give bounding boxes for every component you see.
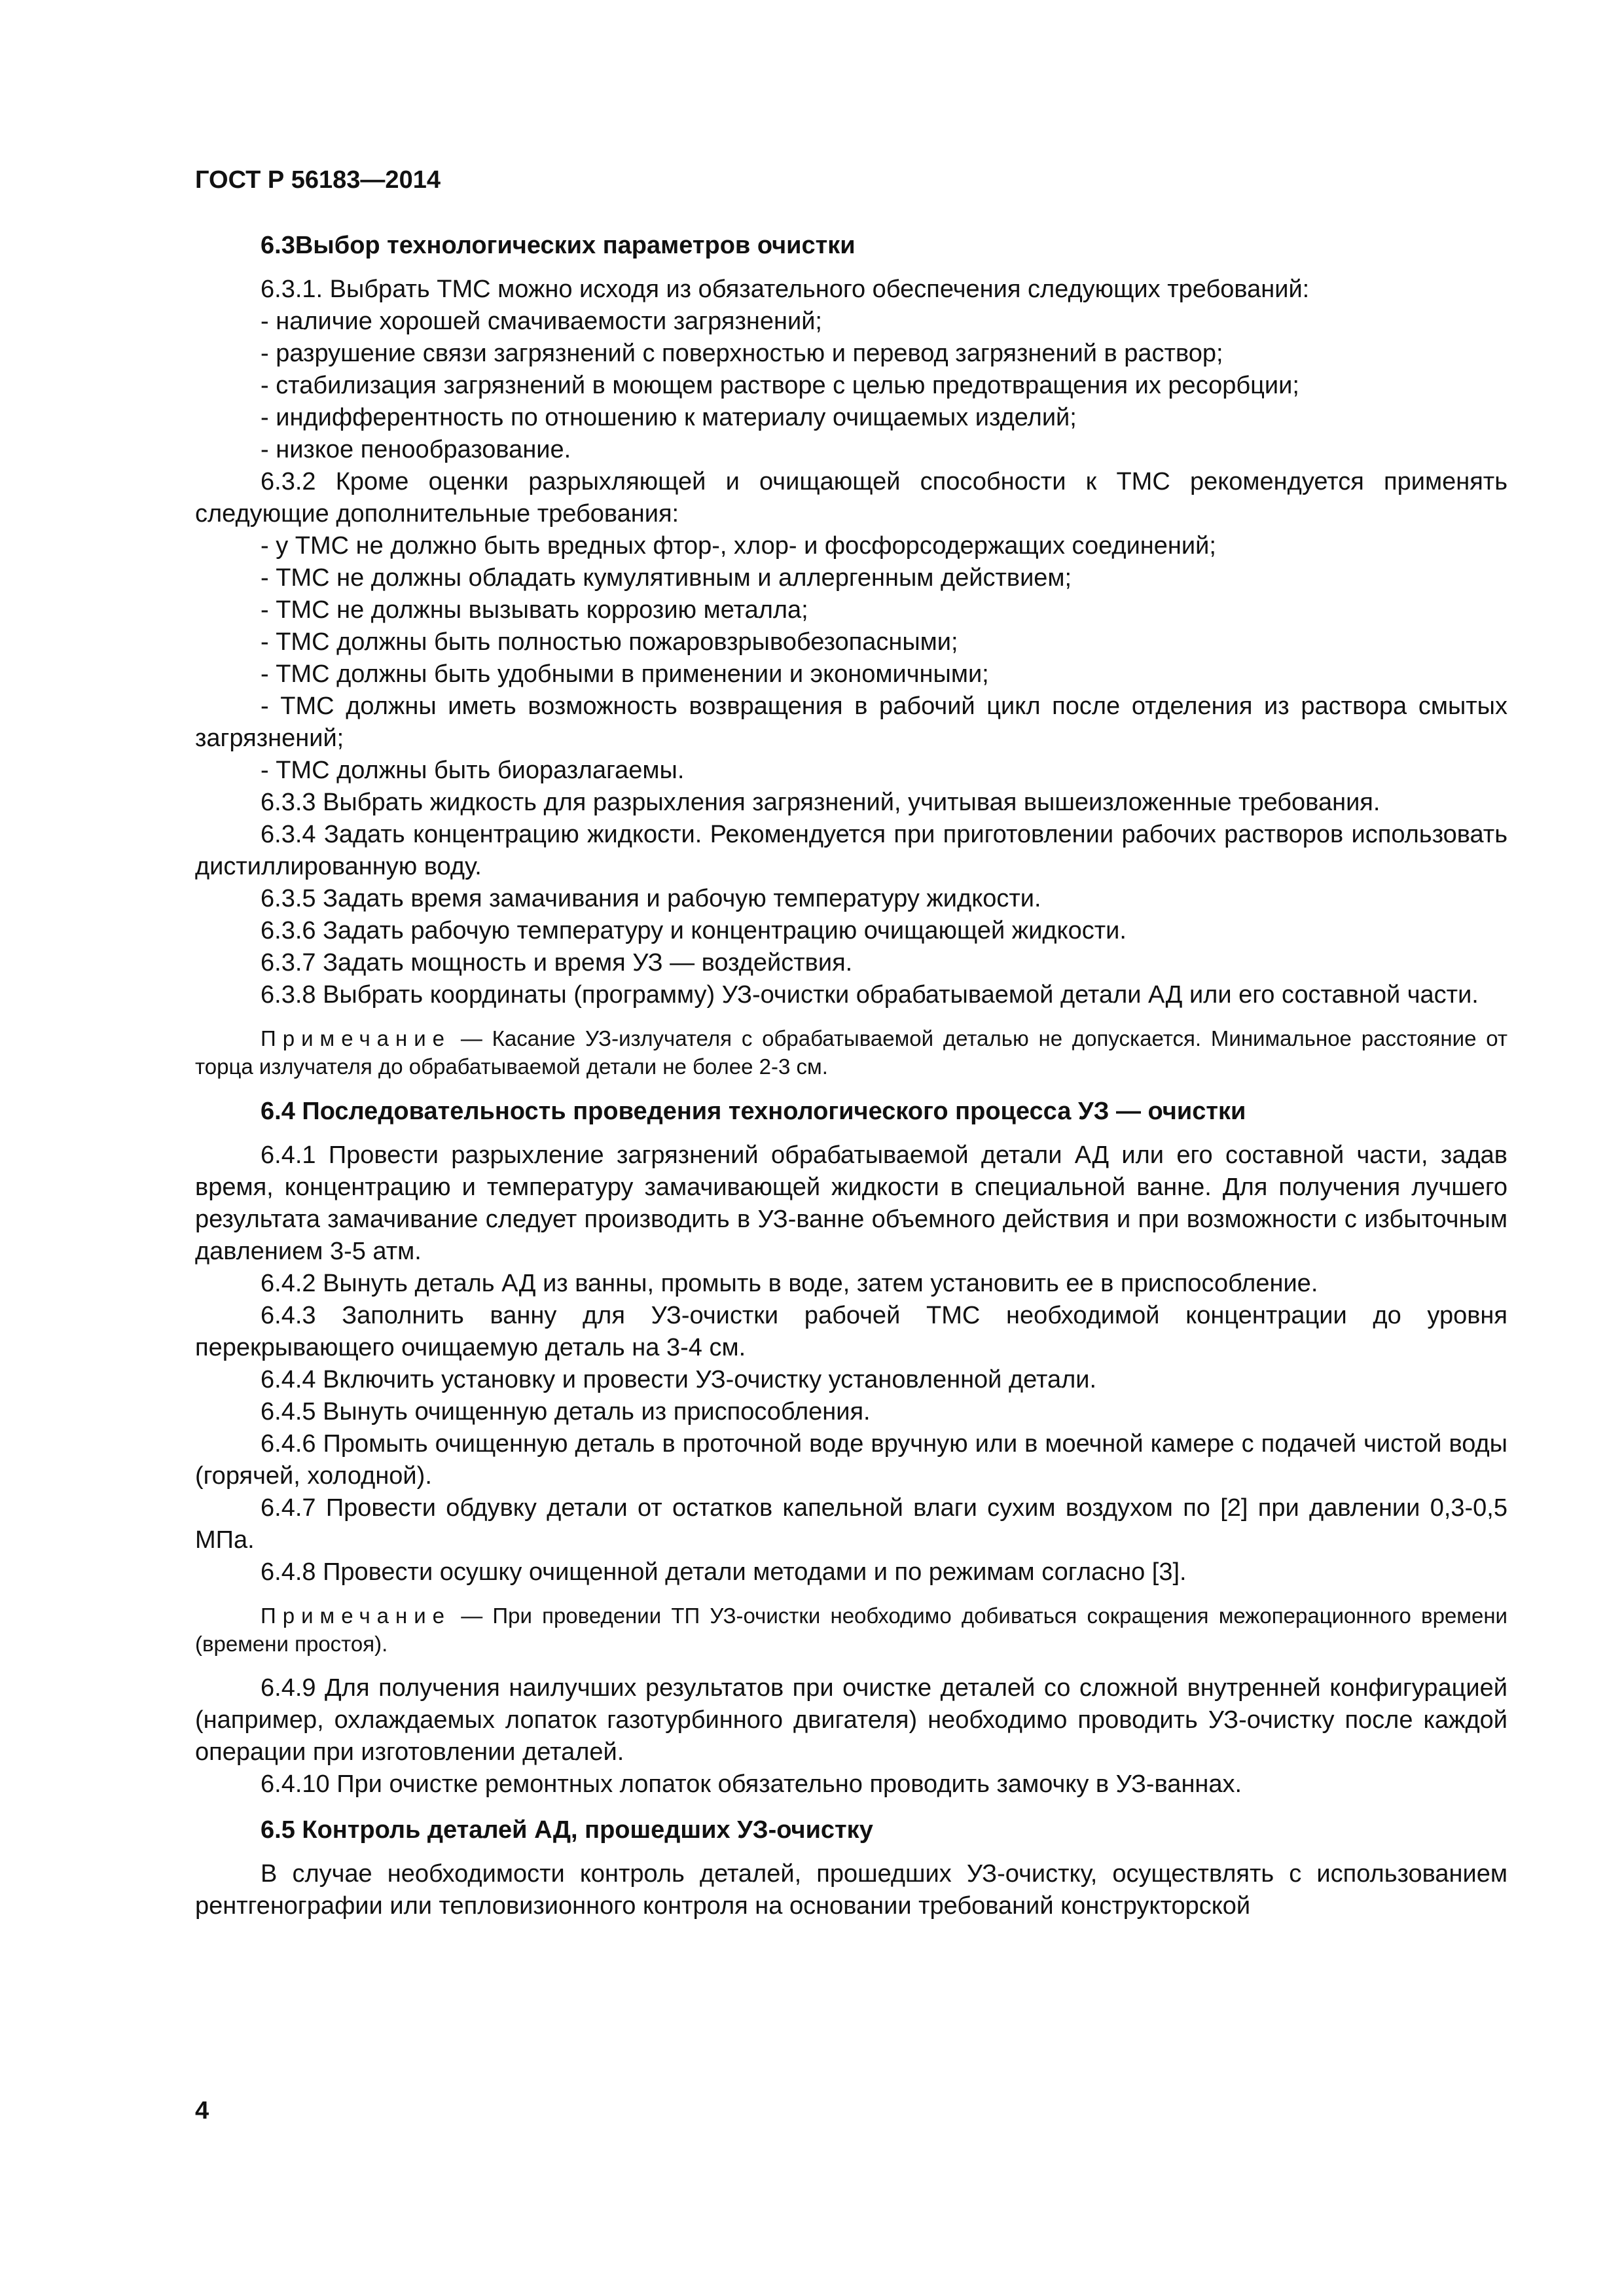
list-item: - ТМС должны быть биоразлагаемы. xyxy=(261,757,685,784)
note-label: Примечание xyxy=(261,1026,452,1050)
note-text: — Касание УЗ-излучателя с обрабатываемой деталью не допускается. Минимальное расстояние от торца излучателя до обрабатываемой детали не более 2-3 см. xyxy=(195,1026,1507,1079)
list-item: - у ТМС не должно быть вредных фтор-, хлор- и фосфорсодержащих соединений; xyxy=(261,532,1216,560)
paragraph-6-3-2: 6.3.2 Кроме оценки разрыхляющей и очищающей способности к ТМС рекомендуется применять следующие дополнительные требования: xyxy=(195,468,1507,528)
paragraph-6-4-5: 6.4.5 Вынуть очищенную деталь из приспособления. xyxy=(261,1398,871,1426)
list-item: - ТМС должны иметь возможность возвращения в рабочий цикл после отделения из раствора смытых загрязнений; xyxy=(195,692,1507,752)
list-item: - ТМС не должны обладать кумулятивным и аллергенным действием; xyxy=(261,564,1072,592)
section-6-5-title: 6.5 Контроль деталей АД, прошедших УЗ-очистку xyxy=(261,1816,873,1844)
paragraph-6-4-7: 6.4.7 Провести обдувку детали от остатков капельной влаги сухим воздухом по [2] при давлении 0,3-0,5 МПа. xyxy=(195,1494,1507,1554)
paragraph-6-4-10: 6.4.10 При очистке ремонтных лопаток обязательно проводить замочку в УЗ-ваннах. xyxy=(261,1770,1242,1798)
list-item: - ТМС должны быть удобными в применении и экономичными; xyxy=(261,660,989,688)
paragraph-6-3-7: 6.3.7 Задать мощность и время УЗ — воздействия. xyxy=(261,949,853,977)
paragraph-6-4-2: 6.4.2 Вынуть деталь АД из ванны, промыть в воде, затем установить ее в приспособление. xyxy=(261,1270,1318,1297)
list-item: - наличие хорошей смачиваемости загрязнений; xyxy=(261,308,822,335)
list-item: - разрушение связи загрязнений с поверхностью и перевод загрязнений в раствор; xyxy=(261,340,1223,367)
additional-requirements-list xyxy=(195,530,1507,787)
paragraph-6-4-3: 6.4.3 Заполнить ванну для УЗ-очистки рабочей ТМС необходимой концентрации до уровня перекрывающего очищаемую деталь на 3-4 см. xyxy=(195,1302,1507,1361)
paragraph-6-4-4: 6.4.4 Включить установку и провести УЗ-очистку установленной детали. xyxy=(261,1366,1097,1393)
requirements-list xyxy=(195,306,1507,466)
paragraph-6-3-8: 6.3.8 Выбрать координаты (программу) УЗ-очистки обрабатываемой детали АД или его составной части. xyxy=(261,981,1479,1009)
list-item: - индифферентность по отношению к материалу очищаемых изделий; xyxy=(261,404,1077,431)
list-item: - стабилизация загрязнений в моющем растворе с целью предотвращения их ресорбции; xyxy=(261,372,1299,399)
section-6-3-title: 6.3Выбор технологических параметров очистки xyxy=(261,232,856,259)
list-item: - ТМС должны быть полностью пожаровзрывобезопасными; xyxy=(261,628,958,656)
paragraph-6-4-8: 6.4.8 Провести осушку очищенной детали методами и по режимам согласно [3]. xyxy=(261,1558,1187,1586)
page-number: 4 xyxy=(195,2097,209,2125)
document-page xyxy=(195,164,1507,1922)
list-item: - низкое пенообразование. xyxy=(261,436,571,463)
note-label: Примечание xyxy=(261,1604,452,1628)
paragraph-6-3-4: 6.3.4 Задать концентрацию жидкости. Рекомендуется при приготовлении рабочих растворов использовать дистиллированную воду. xyxy=(195,821,1507,880)
paragraph-6-4-9: 6.4.9 Для получения наилучших результатов при очистке деталей со сложной внутренней конфигурацией (например, охлаждаемых лопаток газотурбинного двигателя) необходимо проводить УЗ-очистку после каждой операции при изготовлении деталей. xyxy=(195,1674,1507,1766)
paragraph-6-3-1: 6.3.1. Выбрать ТМС можно исходя из обязательного обеспечения следующих требований: xyxy=(261,276,1310,303)
section-6-4-title: 6.4 Последовательность проведения технологического процесса УЗ — очистки xyxy=(261,1098,1246,1125)
note-6-4 xyxy=(195,1602,1507,1658)
list-item: - ТМС не должны вызывать коррозию металла; xyxy=(261,596,808,624)
paragraph-6-3-6: 6.3.6 Задать рабочую температуру и концентрацию очищающей жидкости. xyxy=(261,917,1127,944)
paragraph-6-4-6: 6.4.6 Промыть очищенную деталь в проточной воде вручную или в моечной камере с подачей чистой воды (горячей, холодной). xyxy=(195,1430,1507,1490)
paragraph-6-3-3: 6.3.3 Выбрать жидкость для разрыхления загрязнений, учитывая вышеизложенные требования. xyxy=(261,789,1380,816)
paragraph-6-3-5: 6.3.5 Задать время замачивания и рабочую температуру жидкости. xyxy=(261,885,1041,912)
note-6-3 xyxy=(195,1024,1507,1081)
document-header: ГОСТ Р 56183—2014 xyxy=(195,166,441,194)
paragraph-6-4-1: 6.4.1 Провести разрыхление загрязнений обрабатываемой детали АД или его составной части, задав время, концентрацию и температуру замачивающей жидкости в специальной ванне. Для получения лучшего результата замачивание следует производить в УЗ-ванне объемного действия и при возможности с избыточным давлением 3-5 атм. xyxy=(195,1141,1507,1265)
note-text: — При проведении ТП УЗ-очистки необходимо добиваться сокращения межоперационного времени (времени простоя). xyxy=(195,1604,1507,1656)
paragraph-6-5: В случае необходимости контроль деталей, прошедших УЗ-очистку, осуществлять с использованием рентгенографии или тепловизионного контроля на основании требований конструкторской xyxy=(195,1860,1507,1920)
